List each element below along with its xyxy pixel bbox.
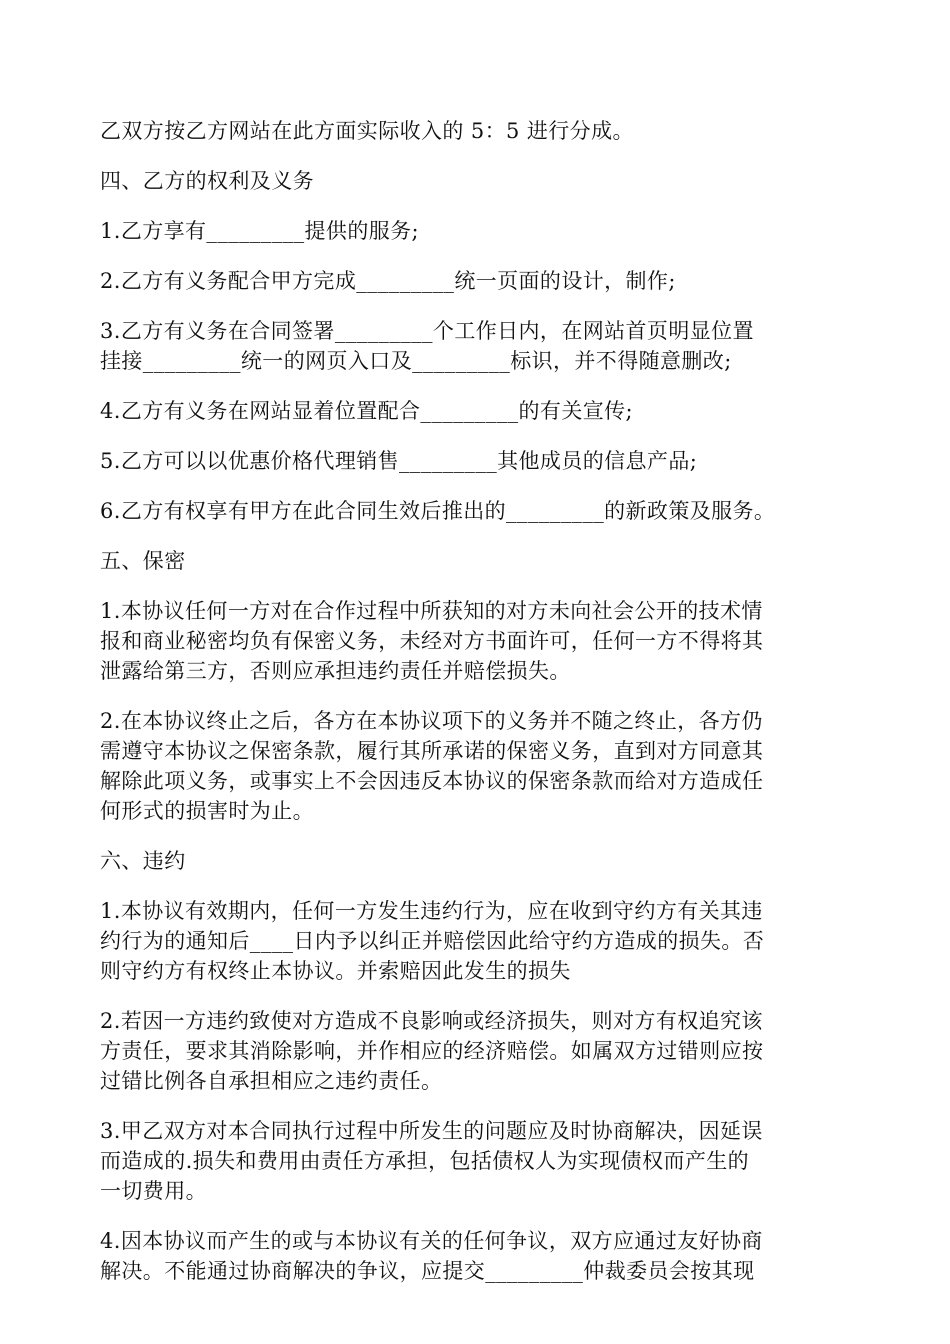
clause-4-4 [100,396,852,426]
text-line: 过错比例各自承担相应之违约责任。 [100,1069,443,1093]
text-line: 乙双方按乙方网站在此方面实际收入的 5：5 进行分成。 [100,119,634,143]
text-line: 3.乙方有义务在合同签署_________个工作日内，在网站首页明显位置 [100,319,754,343]
text-line: 5.乙方可以以优惠价格代理销售_________其他成员的信息产品; [100,449,698,473]
text-line: 一切费用。 [100,1179,207,1203]
clause-4-5 [100,446,852,476]
text-line: 泄露给第三方，否则应承担违约责任并赔偿损失。 [100,659,571,683]
text-line: 约行为的通知后____日内予以纠正并赔偿因此给守约方造成的损失。否 [100,929,765,953]
text-line: 则守约方有权终止本协议。并索赔因此发生的损失 [100,959,571,983]
section-heading-rights-obligations [100,166,852,196]
text-line: 1.本协议有效期内，任何一方发生违约行为，应在收到守约方有关其违 [100,899,763,923]
text-line: 6.乙方有权享有甲方在此合同生效后推出的_________的新政策及服务。 [100,499,776,523]
text-line: 解除此项义务，或事实上不会因违反本协议的保密条款而给对方造成任 [100,769,764,793]
clause-4-2 [100,266,852,296]
text-line: 而造成的.损失和费用由责任方承担，包括债权人为实现债权而产生的 [100,1149,750,1173]
heading-text: 六、违约 [100,849,186,873]
section-heading-confidentiality [100,546,852,576]
text-line: 4.因本协议而产生的或与本协议有关的任何争议，双方应通过友好协商 [100,1229,763,1253]
text-line: 2.若因一方违约致使对方造成不良影响或经济损失，则对方有权追究该 [100,1009,763,1033]
document-body [100,116,852,1306]
heading-text: 四、乙方的权利及义务 [100,169,314,193]
paragraph-revenue-split [100,116,852,146]
clause-4-3 [100,316,852,376]
text-line: 何形式的损害时为止。 [100,799,314,823]
clause-6-2 [100,1006,852,1096]
text-line: 2.在本协议终止之后，各方在本协议项下的义务并不随之终止，各方仍 [100,709,763,733]
clause-6-4 [100,1226,852,1286]
clause-5-2 [100,706,852,826]
text-line: 解决。不能通过协商解决的争议，应提交_________仲裁委员会按其现 [100,1259,755,1283]
clause-6-1 [100,896,852,986]
text-line: 1.本协议任何一方对在合作过程中所获知的对方未向社会公开的技术情 [100,599,763,623]
section-heading-breach [100,846,852,876]
text-line: 报和商业秘密均负有保密义务，未经对方书面许可，任何一方不得将其 [100,629,764,653]
clause-6-3 [100,1116,852,1206]
text-line: 2.乙方有义务配合甲方完成_________统一页面的设计，制作; [100,269,676,293]
text-line: 3.甲乙双方对本合同执行过程中所发生的问题应及时协商解决，因延误 [100,1119,763,1143]
text-line: 4.乙方有义务在网站显着位置配合_________的有关宣传; [100,399,634,423]
text-line: 方责任，要求其消除影响，并作相应的经济赔偿。如属双方过错则应按 [100,1039,764,1063]
heading-text: 五、保密 [100,549,186,573]
clause-4-6 [100,496,852,526]
text-line: 挂接_________统一的网页入口及_________标识，并不得随意删改; [100,349,732,373]
clause-5-1 [100,596,852,686]
text-line: 需遵守本协议之保密条款，履行其所承诺的保密义务，直到对方同意其 [100,739,764,763]
clause-4-1 [100,216,852,246]
text-line: 1.乙方享有_________提供的服务; [100,219,420,243]
